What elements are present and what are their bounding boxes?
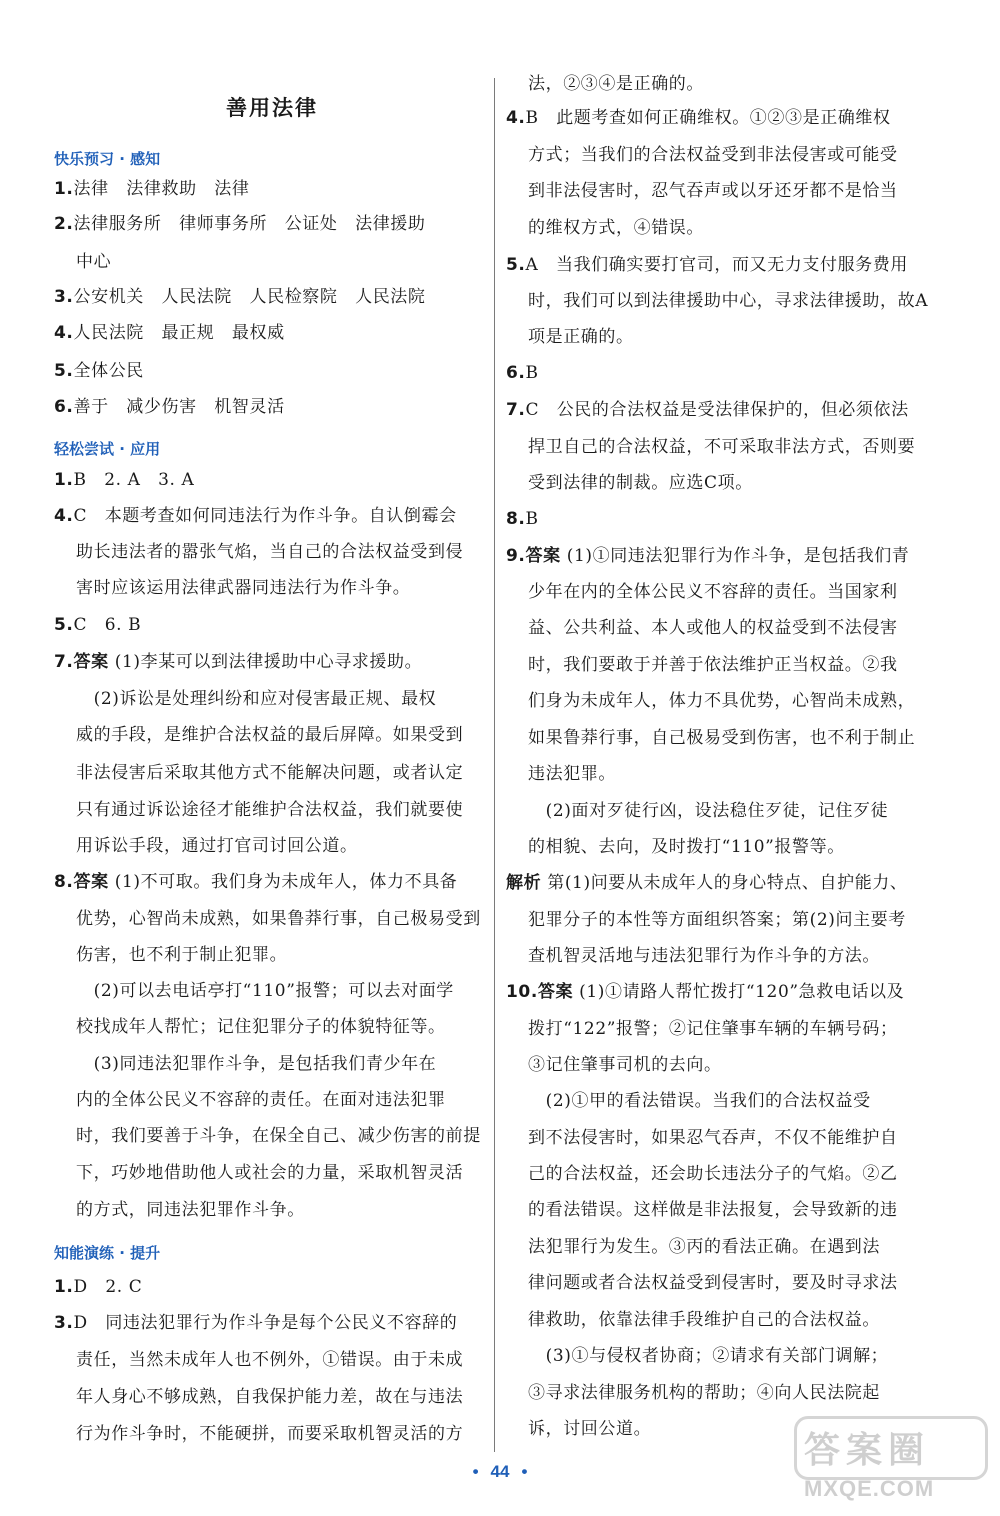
text-line — [528, 800, 888, 822]
text-line — [528, 436, 915, 458]
text-line — [76, 762, 463, 784]
line-text: 下，巧妙地借助他人或社会的力量，采取机智灵活 — [76, 1163, 464, 1183]
line-text: (1)①同违法犯罪行为作斗争，是包括我们青 — [566, 546, 910, 566]
line-text: B — [525, 363, 539, 383]
item-number: 8. — [54, 872, 74, 892]
line-text: 查机智灵活地与违法犯罪行为作斗争的方法。 — [528, 946, 880, 966]
line-text: 法犯罪行为发生。③丙的看法正确。在遇到法 — [528, 1237, 880, 1257]
text-line — [54, 322, 285, 344]
watermark-url: MXQE.COM — [804, 1476, 935, 1501]
page-title: 善用法律 — [226, 96, 318, 120]
text-line — [54, 1312, 457, 1334]
line-text: 项是正确的。 — [528, 327, 634, 347]
text-line — [76, 577, 410, 599]
text-line — [76, 1386, 463, 1408]
text-line — [76, 908, 481, 930]
answer-keyword: 答案 — [537, 982, 574, 1002]
text-line — [76, 1423, 463, 1445]
line-text: B 此题考查如何正确维权。①②③是正确维权 — [525, 108, 891, 128]
line-text: 校找成年人帮忙；记住犯罪分子的体貌特征等。 — [76, 1017, 446, 1037]
text-line — [528, 1127, 898, 1149]
line-text: 法律 法律救助 法律 — [73, 179, 250, 199]
line-text: 们身为未成年人，体力不具优势，心智尚未成熟， — [528, 691, 916, 711]
line-text: 诉，讨回公道。 — [528, 1419, 652, 1439]
line-text: B — [525, 509, 539, 529]
line-text: 违法犯罪。 — [528, 764, 616, 784]
item-number: 6. — [54, 397, 74, 417]
text-line — [54, 469, 194, 491]
text-line — [528, 909, 906, 931]
line-text: 的相貌、去向，及时拨打“110”报警等。 — [528, 837, 845, 857]
text-line — [528, 1163, 898, 1185]
text-line — [76, 724, 463, 746]
item-number: 6. — [506, 363, 526, 383]
line-text: 的看法错误。这样做是非法报复，会导致新的违 — [528, 1200, 898, 1220]
line-text: (2)可以去电话亭打“110”报警；可以去对面学 — [76, 981, 454, 1001]
line-text: 时，我们要敢于并善于依法维护正当权益。②我 — [528, 655, 898, 675]
item-number: 7. — [54, 652, 74, 672]
text-line — [528, 945, 880, 967]
line-text: C 6. B — [73, 615, 142, 635]
text-line — [76, 541, 463, 563]
line-text: 时，我们要善于斗争，在保全自己、减少伤害的前提 — [76, 1126, 481, 1146]
line-text: 捍卫自己的合法权益，不可采取非法方式，否则要 — [528, 437, 916, 457]
text-line — [76, 1125, 481, 1147]
line-text: (1)不可取。我们身为未成年人，体力不具备 — [114, 872, 458, 892]
line-text: 伤害，也不利于制止犯罪。 — [76, 945, 288, 965]
line-text: B 2. A 3. A — [73, 470, 195, 490]
item-number: 1. — [54, 1277, 74, 1297]
text-line — [528, 727, 915, 749]
text-line — [528, 1199, 898, 1221]
text-line — [54, 286, 426, 308]
text-line — [528, 1345, 888, 1367]
page-number-value: 44 — [490, 1462, 510, 1481]
text-line — [76, 1199, 305, 1221]
text-line — [54, 213, 426, 235]
text-line — [528, 1236, 880, 1258]
line-text: 优势，心智尚未成熟，如果鲁莽行事，自己极易受到 — [76, 909, 481, 929]
text-line — [76, 1349, 463, 1371]
answer-keyword: 解析 — [506, 873, 542, 893]
line-text: D 2. C — [73, 1277, 143, 1297]
text-line — [506, 981, 904, 1003]
text-line — [528, 73, 704, 95]
text-line — [76, 1016, 446, 1038]
text-line — [528, 763, 616, 785]
line-text: 方式；当我们的合法权益受到非法侵害或可能受 — [528, 145, 898, 165]
line-text: 到非法侵害时，忍气吞声或以牙还牙都不是恰当 — [528, 181, 898, 201]
line-text: 到不法侵害时，如果忍气吞声，不仅不能维护自 — [528, 1128, 898, 1148]
line-text: (1)①请路人帮忙拨打“120”急救电话以及 — [579, 982, 905, 1002]
item-number: 8. — [506, 509, 526, 529]
watermark-glyphs: 答案圈 — [804, 1430, 931, 1471]
line-text: 害时应该运用法律武器同违法行为作斗争。 — [76, 578, 411, 598]
text-line — [506, 107, 891, 129]
line-text: 法，②③④是正确的。 — [528, 74, 704, 94]
line-text: 时，我们可以到法律援助中心，寻求法律援助，故A — [528, 291, 929, 311]
line-text: 律救助，依靠法律手段维护自己的合法权益。 — [528, 1310, 880, 1330]
item-number: 4. — [54, 506, 74, 526]
text-line — [528, 472, 753, 494]
text-line — [76, 1053, 436, 1075]
text-line — [528, 581, 898, 603]
line-text: 威的手段，是维护合法权益的最后屏障。如果受到 — [76, 725, 464, 745]
line-text: 受到法律的制裁。应选C项。 — [528, 473, 753, 493]
text-line — [528, 836, 845, 858]
line-text: 年人身心不够成熟，自我保护能力差，故在与违法 — [76, 1387, 464, 1407]
line-text: 内的全体公民义不容辞的责任。在面对违法犯罪 — [76, 1090, 446, 1110]
line-text: C 公民的合法权益是受法律保护的，但必须依法 — [525, 400, 909, 420]
text-line — [528, 1018, 898, 1040]
line-text: 善于 减少伤害 机智灵活 — [73, 397, 285, 417]
line-text: 益、公共利益、本人或他人的权益受到不法侵害 — [528, 618, 898, 638]
text-line — [528, 144, 898, 166]
text-line — [76, 944, 287, 966]
item-number: 5. — [506, 255, 526, 275]
text-line — [76, 251, 111, 273]
line-text: 拨打“122”报警；②记住肇事车辆的车辆号码； — [528, 1019, 898, 1039]
line-text: 法律服务所 律师事务所 公证处 法律援助 — [73, 214, 426, 234]
text-line — [76, 1089, 446, 1111]
line-text: 己的合法权益，还会助长违法分子的气焰。②乙 — [528, 1164, 898, 1184]
line-text: (2)①甲的看法错误。当我们的合法权益受 — [528, 1091, 871, 1111]
text-line — [506, 362, 539, 384]
text-line — [76, 835, 358, 857]
item-number: 9. — [506, 546, 526, 566]
line-text: (1)李某可以到法律援助中心寻求援助。 — [114, 652, 423, 672]
answer-keyword: 答案 — [525, 546, 561, 566]
line-text: 用诉讼手段，通过打官司讨回公道。 — [76, 836, 358, 856]
section-heading-preview: 快乐预习 · 感知 — [54, 150, 161, 168]
text-line — [528, 654, 898, 676]
line-text: 律问题或者合法权益受到侵害时，要及时寻求法 — [528, 1273, 898, 1293]
text-line — [528, 217, 704, 239]
text-line — [54, 1276, 142, 1298]
watermark-logo — [794, 1416, 982, 1502]
item-number: 2. — [54, 214, 74, 234]
line-text: 的维权方式，④错误。 — [528, 218, 704, 238]
text-line — [76, 688, 436, 710]
line-text: D 同违法犯罪行为作斗争是每个公民义不容辞的 — [73, 1313, 458, 1333]
line-text: 中心 — [76, 252, 112, 272]
text-line — [54, 505, 457, 527]
line-text: 行为作斗争时，不能硬拼，而要采取机智灵活的方 — [76, 1424, 464, 1444]
item-number: 10. — [506, 982, 538, 1002]
line-text: 助长违法者的嚣张气焰，当自己的合法权益受到侵 — [76, 542, 464, 562]
item-number: 1. — [54, 470, 74, 490]
item-number: 3. — [54, 287, 74, 307]
text-line — [76, 980, 454, 1002]
text-line — [528, 1382, 880, 1404]
line-text: ③寻求法律服务机构的帮助；④向人民法院起 — [528, 1383, 880, 1403]
item-number: 4. — [506, 108, 526, 128]
text-line — [528, 690, 915, 712]
line-text: (2)诉讼是处理纠纷和应对侵害最正规、最权 — [76, 689, 437, 709]
text-line — [506, 399, 909, 421]
item-number: 5. — [54, 615, 74, 635]
line-text: 犯罪分子的本性等方面组织答案；第(2)问主要考 — [528, 910, 906, 930]
line-text: (3)同违法犯罪作斗争，是包括我们青少年在 — [76, 1054, 437, 1074]
item-number: 1. — [54, 179, 74, 199]
text-line — [54, 871, 457, 893]
text-line — [528, 290, 928, 312]
text-line — [528, 617, 898, 639]
line-text: 的方式，同违法犯罪作斗争。 — [76, 1200, 305, 1220]
line-text: ③记住肇事司机的去向。 — [528, 1055, 722, 1075]
line-text: 第(1)问要从未成年人的身心特点、自护能力、 — [547, 873, 908, 893]
text-line — [528, 326, 634, 348]
text-line — [506, 872, 908, 894]
line-text: (2)面对歹徒行凶，设法稳住歹徒，记住歹徒 — [528, 801, 889, 821]
item-number: 4. — [54, 323, 74, 343]
page-dot-left: • — [472, 1462, 479, 1481]
line-text: 公安机关 人民法院 人民检察院 人民法院 — [73, 287, 426, 307]
text-line — [54, 360, 144, 382]
text-line — [528, 180, 898, 202]
line-text: 只有通过诉讼途径才能维护合法权益，我们就要使 — [76, 800, 464, 820]
text-line — [506, 508, 539, 530]
page-dot-right: • — [521, 1462, 528, 1481]
section-heading-try: 轻松尝试 · 应用 — [54, 440, 161, 458]
text-line — [528, 1309, 880, 1331]
text-line — [528, 1090, 871, 1112]
answer-keyword: 答案 — [73, 872, 109, 892]
line-text: 非法侵害后采取其他方式不能解决问题，或者认定 — [76, 763, 464, 783]
item-number: 7. — [506, 400, 526, 420]
item-number: 3. — [54, 1313, 74, 1333]
line-text: 责任，当然未成年人也不例外，①错误。由于未成 — [76, 1350, 464, 1370]
text-line — [528, 1054, 722, 1076]
line-text: 少年在内的全体公民义不容辞的责任。当国家利 — [528, 582, 898, 602]
text-line — [54, 178, 250, 200]
text-line — [76, 799, 463, 821]
text-line — [528, 1418, 651, 1440]
text-line — [506, 254, 908, 276]
item-number: 5. — [54, 361, 74, 381]
line-text: 全体公民 — [73, 361, 144, 381]
text-line — [54, 396, 285, 418]
line-text: 人民法院 最正规 最权威 — [73, 323, 285, 343]
answer-keyword: 答案 — [73, 652, 109, 672]
text-line — [54, 614, 141, 636]
line-text: (3)①与侵权者协商；②请求有关部门调解； — [528, 1346, 889, 1366]
column-divider — [494, 78, 495, 1452]
line-text: 如果鲁莽行事，自己极易受到伤害，也不利于制止 — [528, 728, 916, 748]
text-line — [528, 1272, 898, 1294]
line-text: C 本题考查如何同违法行为作斗争。自认倒霉会 — [73, 506, 457, 526]
line-text: A 当我们确实要打官司，而又无力支付服务费用 — [525, 255, 908, 275]
text-line — [506, 545, 909, 567]
section-heading-practice: 知能演练 · 提升 — [54, 1244, 161, 1262]
text-line — [76, 1162, 463, 1184]
text-line — [54, 651, 422, 673]
